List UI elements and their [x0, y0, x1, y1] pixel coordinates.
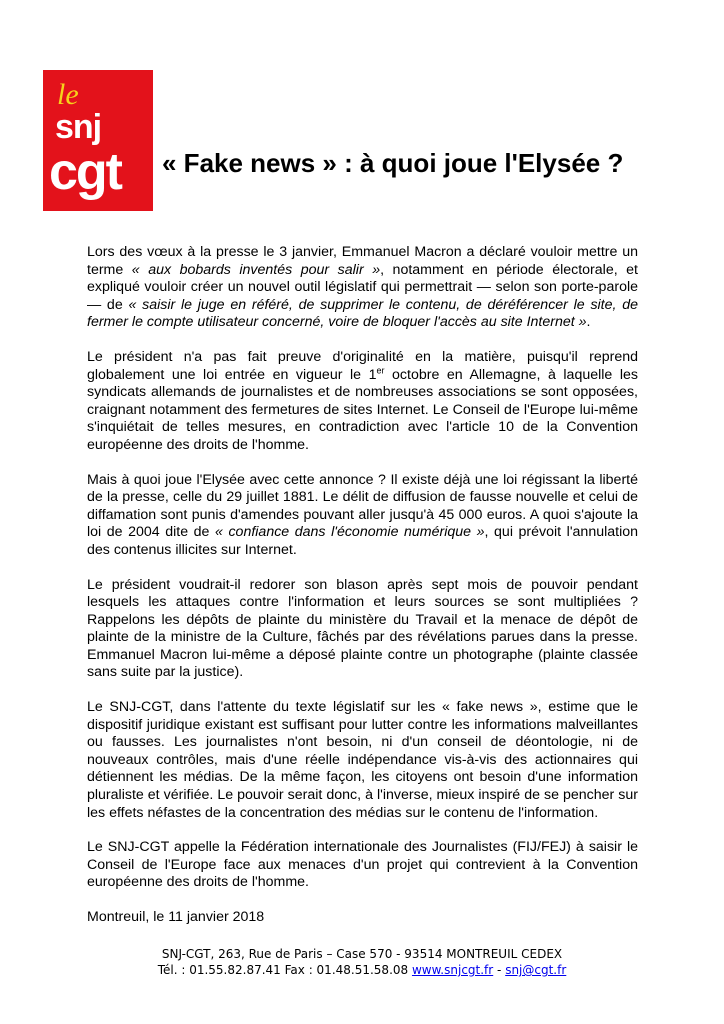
p3-quote-1: « confiance dans l'économie numérique » — [215, 524, 485, 541]
paragraph-4: Le président voudrait-il redorer son blason après sept mois de pouvoir pendant lesquels les attaques contre l'information et leurs sources se sont multipliées ? Rappelons les dépôts de plainte du ministère du Travail et la menace de dépôt de plainte de la ministre de la Culture, fâchés par des révélations parues dans la presse. Emmanuel Macron lui-même a déposé plainte contre un photographe (plainte classée sans suite par la justice). — [87, 576, 638, 681]
footer — [0, 946, 724, 978]
paragraph-5: Le SNJ-CGT, dans l'attente du texte législatif sur les « fake news », estime que le dispositif juridique existant est suffisant pour lutter contre les informations malveillantes ou fausses. Les journalistes n'ont besoin, ni d'un conseil de déontologie, ni de nouveaux contrôles, mais d'une réelle indépendance vis-à-vis des actionnaires qui détiennent les médias. De la même façon, les citoyens ont besoin d'une information pluraliste et vérifiée. Le pouvoir serait donc, à l'inverse, mieux inspiré de se pencher sur les effets néfastes de la concentration des médias sur le contenu de l'information. — [87, 699, 638, 821]
website-link[interactable]: www.snjcgt.fr — [411, 963, 494, 977]
p3-text-1: Mais à quoi joue l'Elysée avec cette annonce ? Il existe déjà une loi régissant la liberté de la presse, celle du 29 juillet 1881. Le délit de diffusion de fausse nouvelle et celui de diffamation sont punis d'amendes pouvant aller jusqu'à 45 000 euros. A quoi s'ajoute la loi de 2004 dite de — [87, 471, 638, 541]
place-date: Montreuil, le 11 janvier 2018 — [87, 909, 265, 925]
p1-quote-2: « saisir le juge en référé, de supprimer le contenu, de déréférencer le site, de fermer le compte utilisateur concerné, voire de bloquer l'accès au site Internet » — [87, 296, 638, 331]
paragraph-3 — [87, 472, 638, 560]
p1-text-3: . — [586, 314, 591, 331]
footer-address: SNJ-CGT, 263, Rue de Paris – Case 570 - 93514 MONTREUIL CEDEX — [161, 947, 563, 961]
p2-text-2: octobre en Allemagne, à laquelle les syndicats allemands de journalistes et de nombreuses associations se sont opposées, craignant notamment des fermetures de sites Internet. Le Conseil de l'Europe lui-même s'inquiétait de telles mesures, en contradiction avec l'article 10 de la Convention européenne des droits de l'homme. — [87, 366, 638, 453]
footer-phone-fax: Tél. : 01.55.82.87.41 Fax : 01.48.51.58.08 — [157, 963, 412, 977]
p3-text-2: , qui prévoit l'annulation des contenus illicites sur Internet. — [87, 524, 639, 558]
logo-le-text: le — [57, 78, 79, 111]
p2-superscript: er — [376, 364, 385, 375]
paragraph-6: Le SNJ-CGT appelle la Fédération internationale des Journalistes (FIJ/FEJ) à saisir le Conseil de l'Europe face aux menaces d'un projet qui contrevient à la Convention européenne des droits de l'homme. — [87, 839, 638, 891]
snj-cgt-logo — [43, 70, 153, 211]
footer-separator: - — [493, 963, 506, 977]
paragraph-2 — [87, 349, 638, 455]
email-link[interactable]: snj@cgt.fr — [505, 963, 567, 977]
logo-cgt-text: cgt — [49, 143, 121, 201]
footer-contact-line — [0, 962, 724, 978]
article-body — [87, 244, 638, 944]
p1-text-2: , notamment en période électorale, et expliqué vouloir créer un nouvel outil législatif qui permettrait — selon son porte-parole — de — [87, 261, 638, 313]
logo-snj-text: snj — [55, 108, 102, 146]
p2-text-1: Le président n'a pas fait preuve d'originalité en la matière, puisqu'il reprend globalement une loi entrée en vigueur le 1 — [87, 348, 638, 383]
page-title: « Fake news » : à quoi joue l'Elysée ? — [162, 148, 624, 178]
p1-text-1: Lors des vœux à la presse le 3 janvier, Emmanuel Macron a déclaré vouloir mettre un terme — [87, 244, 638, 278]
p1-quote-1: « aux bobards inventés pour salir » — [131, 261, 381, 278]
paragraph-1 — [87, 244, 638, 332]
